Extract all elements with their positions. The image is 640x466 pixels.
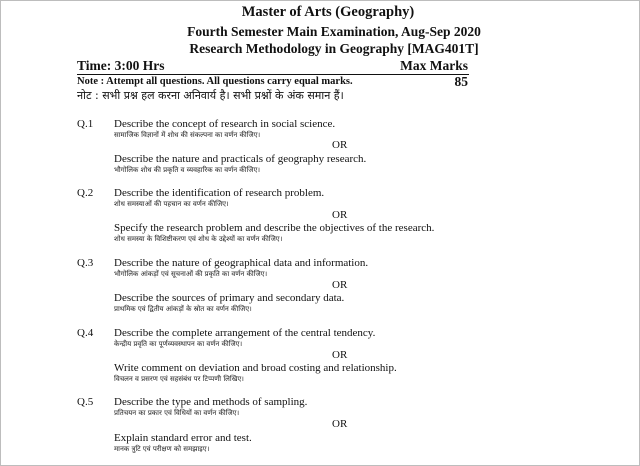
question-text: Describe the nature of geographical data and information.	[114, 257, 369, 269]
question-number: Q.1	[77, 118, 94, 130]
paper-title: Research Methodology in Geography [MAG401T]	[189, 41, 479, 56]
or-label: OR	[332, 209, 348, 221]
question-text-hindi: भौगोलिक शोध की प्रकृति व व्यवहारिक का वर्णन कीजिए।	[114, 166, 261, 174]
header-divider	[77, 74, 469, 75]
note-hindi: नोट : सभी प्रश्न हल करना अनिवार्य है। सभी प्रश्नों के अंक समान हैं।	[77, 89, 344, 102]
question-text-hindi: विचलन व प्रसरण एवं सहसंबंध पर टिप्पणी लिखिए।	[114, 375, 244, 383]
max-marks: Max Marks 85	[400, 58, 468, 89]
question-text-hindi: शोध समस्या के विशिष्टीकरण एवं शोध के उद्देश्यों का वर्णन कीजिए।	[114, 235, 283, 243]
question-number: Q.5	[77, 396, 94, 408]
question-text-hindi: मानक त्रुटि एवं परीक्षण को समझाइए।	[114, 445, 210, 453]
question-text: Explain standard error and test.	[114, 432, 252, 444]
question-text: Describe the concept of research in social science.	[114, 118, 336, 130]
question-text: Describe the type and methods of sampling.	[114, 396, 308, 408]
question-text-hindi: सामाजिक विज्ञानों में शोध की संकल्पना का वर्णन कीजिए।	[114, 131, 261, 139]
question-text-hindi: प्रतिचयन का प्रकार एवं विधियों का वर्णन कीजिए।	[114, 409, 240, 417]
question-number: Q.2	[77, 187, 94, 199]
question-text: Describe the sources of primary and secondary data.	[114, 292, 345, 304]
exam-title: Master of Arts (Geography)	[241, 4, 415, 20]
question-text-hindi: केन्द्रीय प्रवृति का पूर्णव्यवस्थापन का वर्णन कीजिए।	[114, 340, 243, 348]
question-text-hindi: भौगोलिक आंकड़ों एवं सूचनाओं की प्रकृति का वर्णन कीजिए।	[114, 270, 268, 278]
question-text: Specify the research problem and describe the objectives of the research.	[114, 222, 435, 234]
or-label: OR	[332, 349, 348, 361]
question-text: Describe the complete arrangement of the central tendency.	[114, 327, 376, 339]
note-english: Note : Attempt all questions. All questions carry equal marks.	[77, 76, 353, 87]
question-text: Write comment on deviation and broad costing and relationship.	[114, 362, 397, 374]
question-text-hindi: शोध समस्याओं की पहचान का वर्णन कीजिए।	[114, 200, 229, 208]
exam-time: Time: 3:00 Hrs	[77, 58, 165, 73]
question-text: Describe the identification of research problem.	[114, 187, 325, 199]
question-number: Q.3	[77, 257, 94, 269]
exam-session: Fourth Semester Main Examination, Aug-Sep 2020	[187, 24, 481, 39]
or-label: OR	[332, 139, 348, 151]
question-text-hindi: प्राथमिक एवं द्वितीय आंकड़ों के स्रोत का वर्णन कीजिए।	[114, 305, 252, 313]
or-label: OR	[332, 418, 348, 430]
or-label: OR	[332, 279, 348, 291]
question-text: Describe the nature and practicals of geography research.	[114, 153, 367, 165]
question-number: Q.4	[77, 327, 94, 339]
